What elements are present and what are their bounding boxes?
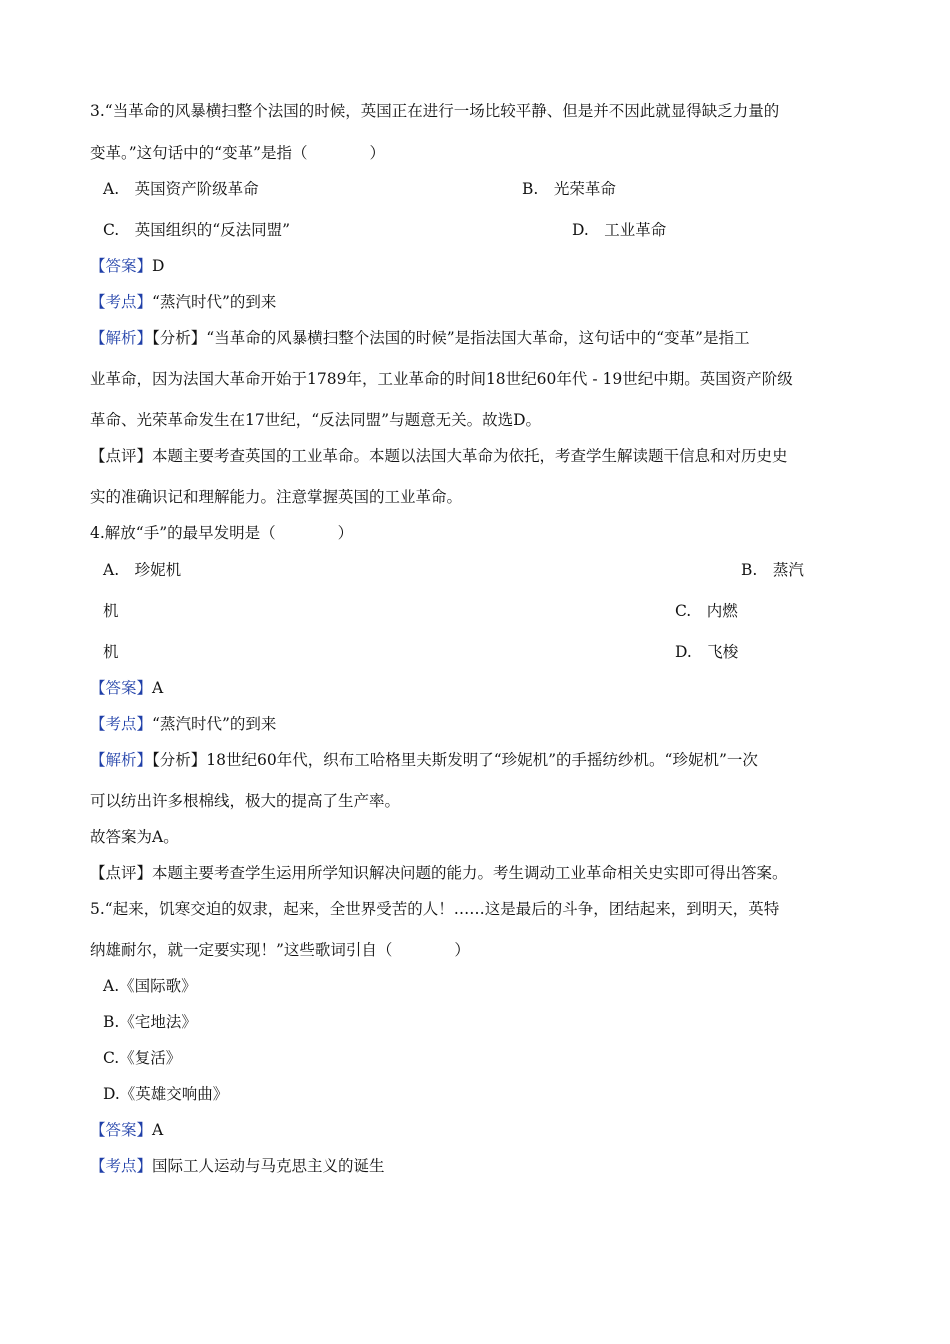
q3-option-a: A. 英国资产阶级革命 [103,180,259,198]
analysis-tag: 【解析】 [90,751,153,769]
q3-option-d: D. 工业革命 [572,221,667,239]
q5-point [90,1156,385,1176]
answer-tag: 【答案】 [90,257,153,275]
q5-stem-line2: 纳雄耐尔，就一定要实现！”这些歌词引自（ ） [90,941,470,959]
point-value: “蒸汽时代”的到来 [152,715,277,733]
q3-comment-line1: 【点评】本题主要考查英国的工业革命。本题以法国大革命为依托，考查学生解读题干信息和对历史史 [90,447,788,465]
q4-analysis-line1 [90,750,758,770]
q3-comment-line2: 实的准确识记和理解能力。注意掌握英国的工业革命。 [90,488,463,506]
q4-option-a: A. 珍妮机 [103,561,182,579]
answer-value: D [152,257,165,275]
q3-option-c: C. 英国组织的“反法同盟” [103,221,291,239]
q4-option-c: C. 内燃 [675,602,738,620]
q4-answer [90,678,163,698]
q4-analysis-line2: 可以纺出许多根棉线，极大的提高了生产率。 [90,792,401,810]
q5-answer [90,1120,163,1140]
q3-option-b: B. 光荣革命 [522,180,616,198]
answer-tag: 【答案】 [90,679,153,697]
point-tag: 【考点】 [90,1157,153,1175]
analysis-text: 【分析】“当革命的风暴横扫整个法国的时候”是指法国大革命，这句话中的“变革”是指工 [152,329,750,347]
q4-comment: 【点评】本题主要考查学生运用所学知识解决问题的能力。考生调动工业革命相关史实即可得出答案。 [90,864,788,882]
q4-point [90,714,276,734]
analysis-tag: 【解析】 [90,329,153,347]
q5-option-c: C.《复活》 [103,1049,182,1067]
q3-analysis-line1 [90,328,749,348]
q5-option-b: B.《宅地法》 [103,1013,197,1031]
point-value: “蒸汽时代”的到来 [152,293,277,311]
q3-analysis-line3: 革命、光荣革命发生在17世纪，“反法同盟”与题意无关。故选D。 [90,411,542,429]
q3-answer [90,256,164,276]
answer-value: A [152,679,164,697]
q3-analysis-line2: 业革命，因为法国大革命开始于1789年，工业革命的时间18世纪60年代 - 19世纪中期。英国资产阶级 [90,370,793,388]
analysis-text: 【分析】18世纪60年代，织布工哈格里夫斯发明了“珍妮机”的手摇纺纱机。“珍妮机”一次 [152,751,758,769]
answer-value: A [152,1121,164,1139]
q5-stem-line1: 5.“起来，饥寒交迫的奴隶，起来，全世界受苦的人！……这是最后的斗争，团结起来，到明天，英特 [90,900,780,918]
q5-option-d: D.《英雄交响曲》 [103,1085,229,1103]
q4-option-b-continued: 机 [103,602,119,620]
answer-tag: 【答案】 [90,1121,153,1139]
q4-option-b: B. 蒸汽 [741,561,804,579]
point-tag: 【考点】 [90,293,153,311]
q3-point [90,292,276,312]
q4-option-c-continued: 机 [103,643,119,661]
q4-stem: 4.解放“手”的最早发明是（ ） [90,524,354,542]
point-value: 国际工人运动与马克思主义的诞生 [152,1157,385,1175]
point-tag: 【考点】 [90,715,153,733]
q4-analysis-line3: 故答案为A。 [90,828,179,846]
q3-stem-line1: 3.“当革命的风暴横扫整个法国的时候，英国正在进行一场比较平静、但是并不因此就显得缺乏力量的 [90,102,780,120]
q4-option-d: D. 飞梭 [675,643,739,661]
q5-option-a: A.《国际歌》 [103,977,197,995]
q3-stem-line2: 变革。”这句话中的“变革”是指（ ） [90,144,386,162]
